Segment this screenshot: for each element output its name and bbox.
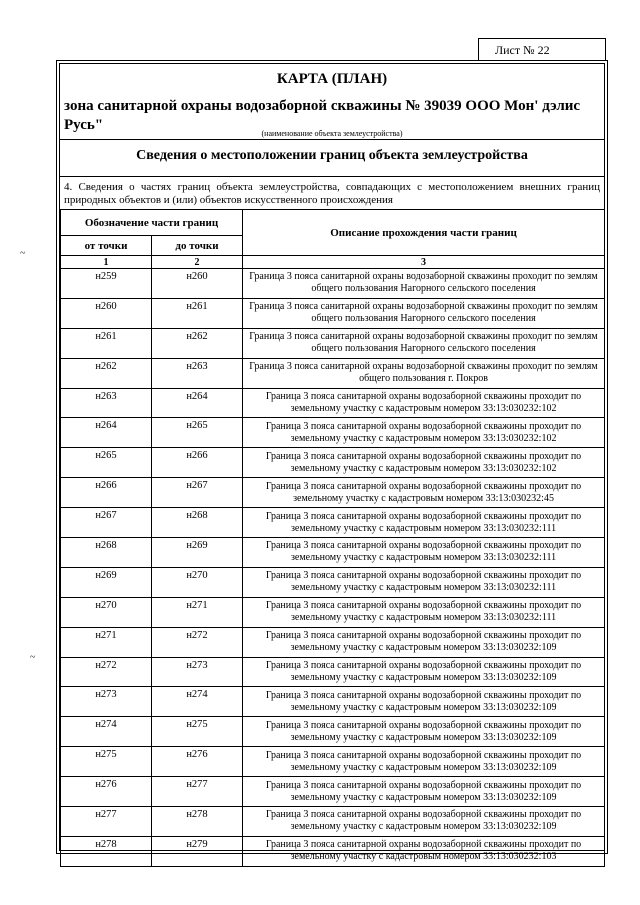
from-point-cell: н272 [61, 657, 152, 687]
from-point-cell: н262 [61, 358, 152, 388]
description-cell: Граница 3 пояса санитарной охраны водозаборной скважины проходит по земельному участку с кадастровым номером 33:13:030232:109 [243, 627, 605, 657]
description-cell: Граница 3 пояса санитарной охраны водозаборной скважины проходит по землям общего пользования Нагорного сельского поселения [243, 328, 605, 358]
table-row [61, 269, 605, 299]
description-cell: Граница 3 пояса санитарной охраны водозаборной скважины проходит по земельному участку с кадастровым номером 33:13:030232:111 [243, 597, 605, 627]
description-cell: Граница 3 пояса санитарной охраны водозаборной скважины проходит по земельному участку с кадастровым номером 33:13:030232:103 [243, 836, 605, 866]
from-point-cell: н270 [61, 597, 152, 627]
to-point-cell: н268 [152, 508, 243, 538]
col-num: 2 [152, 256, 243, 269]
description-cell: Граница 3 пояса санитарной охраны водозаборной скважины проходит по землям общего пользования г. Покров [243, 358, 605, 388]
to-point-cell: н263 [152, 358, 243, 388]
table-row [61, 657, 605, 687]
from-point-cell: н263 [61, 388, 152, 418]
to-point-cell: н276 [152, 747, 243, 777]
description-cell: Граница 3 пояса санитарной охраны водозаборной скважины проходит по земельному участку с кадастровым номером 33:13:030232:45 [243, 478, 605, 508]
section-title: Сведения о местоположении границ объекта землеустройства [136, 148, 528, 163]
from-point-cell: н260 [61, 298, 152, 328]
section-note: 4. Сведения о частях границ объекта землеустройства, совпадающих с местоположением внешних границ природных объектов и (или) объектов искусственного происхождения [64, 181, 600, 206]
title-caption: (наименование объекта землеустройства) [261, 129, 403, 138]
to-point-cell: н267 [152, 478, 243, 508]
description-cell: Граница 3 пояса санитарной охраны водозаборной скважины проходит по земельному участку с кадастровым номером 33:13:030232:102 [243, 388, 605, 418]
boundary-table [60, 209, 605, 867]
table-row [61, 418, 605, 448]
to-point-cell: н262 [152, 328, 243, 358]
from-point-cell: н267 [61, 508, 152, 538]
table-row [61, 538, 605, 568]
description-cell: Граница 3 пояса санитарной охраны водозаборной скважины проходит по земельному участку с кадастровым номером 33:13:030232:109 [243, 717, 605, 747]
table-row [61, 358, 605, 388]
to-point-cell: н261 [152, 298, 243, 328]
to-point-cell: н277 [152, 777, 243, 807]
description-cell: Граница 3 пояса санитарной охраны водозаборной скважины проходит по земельному участку с кадастровым номером 33:13:030232:102 [243, 418, 605, 448]
description-cell: Граница 3 пояса санитарной охраны водозаборной скважины проходит по земельному участку с кадастровым номером 33:13:030232:109 [243, 657, 605, 687]
to-point-cell: н273 [152, 657, 243, 687]
table-row [61, 478, 605, 508]
to-point-cell: н274 [152, 687, 243, 717]
col-num: 1 [61, 256, 152, 269]
table-row [61, 508, 605, 538]
from-point-cell: н261 [61, 328, 152, 358]
from-point-cell: н275 [61, 747, 152, 777]
table-row [61, 388, 605, 418]
from-point-cell: н269 [61, 567, 152, 597]
header-to: до точки [152, 236, 243, 256]
description-cell: Граница 3 пояса санитарной охраны водозаборной скважины проходит по землям общего пользования Нагорного сельского поселения [243, 269, 605, 299]
description-cell: Граница 3 пояса санитарной охраны водозаборной скважины проходит по земельному участку с кадастровым номером 33:13:030232:111 [243, 567, 605, 597]
zone-title: зона санитарной охраны водозаборной скважины № 39039 ООО Мон' дэлис Русь" [64, 98, 581, 133]
from-point-cell: н271 [61, 627, 152, 657]
from-point-cell: н259 [61, 269, 152, 299]
description-cell: Граница 3 пояса санитарной охраны водозаборной скважины проходит по земельному участку с кадастровым номером 33:13:030232:109 [243, 807, 605, 837]
to-point-cell: н279 [152, 836, 243, 866]
to-point-cell: н266 [152, 448, 243, 478]
col-num: 3 [243, 256, 605, 269]
margin-mark: ~ [30, 652, 36, 663]
to-point-cell: н269 [152, 538, 243, 568]
table-row [61, 448, 605, 478]
header-from: от точки [61, 236, 152, 256]
from-point-cell: н277 [61, 807, 152, 837]
header-group: Обозначение части границ [61, 210, 243, 236]
to-point-cell: н278 [152, 807, 243, 837]
to-point-cell: н272 [152, 627, 243, 657]
table-row [61, 298, 605, 328]
table-row [61, 807, 605, 837]
sheet-number: Лист № 22 [478, 38, 606, 60]
table-row [61, 627, 605, 657]
to-point-cell: н260 [152, 269, 243, 299]
table-row [61, 567, 605, 597]
table-row [61, 717, 605, 747]
description-cell: Граница 3 пояса санитарной охраны водозаборной скважины проходит по земельному участку с кадастровым номером 33:13:030232:109 [243, 777, 605, 807]
table-row [61, 836, 605, 866]
description-cell: Граница 3 пояса санитарной охраны водозаборной скважины проходит по земельному участку с кадастровым номером 33:13:030232:102 [243, 448, 605, 478]
from-point-cell: н266 [61, 478, 152, 508]
description-cell: Граница 3 пояса санитарной охраны водозаборной скважины проходит по земельному участку с кадастровым номером 33:13:030232:111 [243, 538, 605, 568]
divider [60, 176, 604, 177]
from-point-cell: н278 [61, 836, 152, 866]
from-point-cell: н264 [61, 418, 152, 448]
table-row [61, 687, 605, 717]
to-point-cell: н275 [152, 717, 243, 747]
description-cell: Граница 3 пояса санитарной охраны водозаборной скважины проходит по земельному участку с кадастровым номером 33:13:030232:109 [243, 747, 605, 777]
to-point-cell: н270 [152, 567, 243, 597]
from-point-cell: н274 [61, 717, 152, 747]
to-point-cell: н264 [152, 388, 243, 418]
description-cell: Граница 3 пояса санитарной охраны водозаборной скважины проходит по землям общего пользования Нагорного сельского поселения [243, 298, 605, 328]
from-point-cell: н265 [61, 448, 152, 478]
divider [60, 139, 604, 140]
table-row [61, 777, 605, 807]
from-point-cell: н268 [61, 538, 152, 568]
from-point-cell: н276 [61, 777, 152, 807]
from-point-cell: н273 [61, 687, 152, 717]
to-point-cell: н265 [152, 418, 243, 448]
header-desc: Описание прохождения части границ [243, 210, 605, 256]
map-title: КАРТА (ПЛАН) [276, 71, 388, 87]
margin-mark: ~ [20, 248, 26, 259]
table-row [61, 747, 605, 777]
description-cell: Граница 3 пояса санитарной охраны водозаборной скважины проходит по земельному участку с кадастровым номером 33:13:030232:111 [243, 508, 605, 538]
table-row [61, 597, 605, 627]
description-cell: Граница 3 пояса санитарной охраны водозаборной скважины проходит по земельному участку с кадастровым номером 33:13:030232:109 [243, 687, 605, 717]
to-point-cell: н271 [152, 597, 243, 627]
table-row [61, 328, 605, 358]
